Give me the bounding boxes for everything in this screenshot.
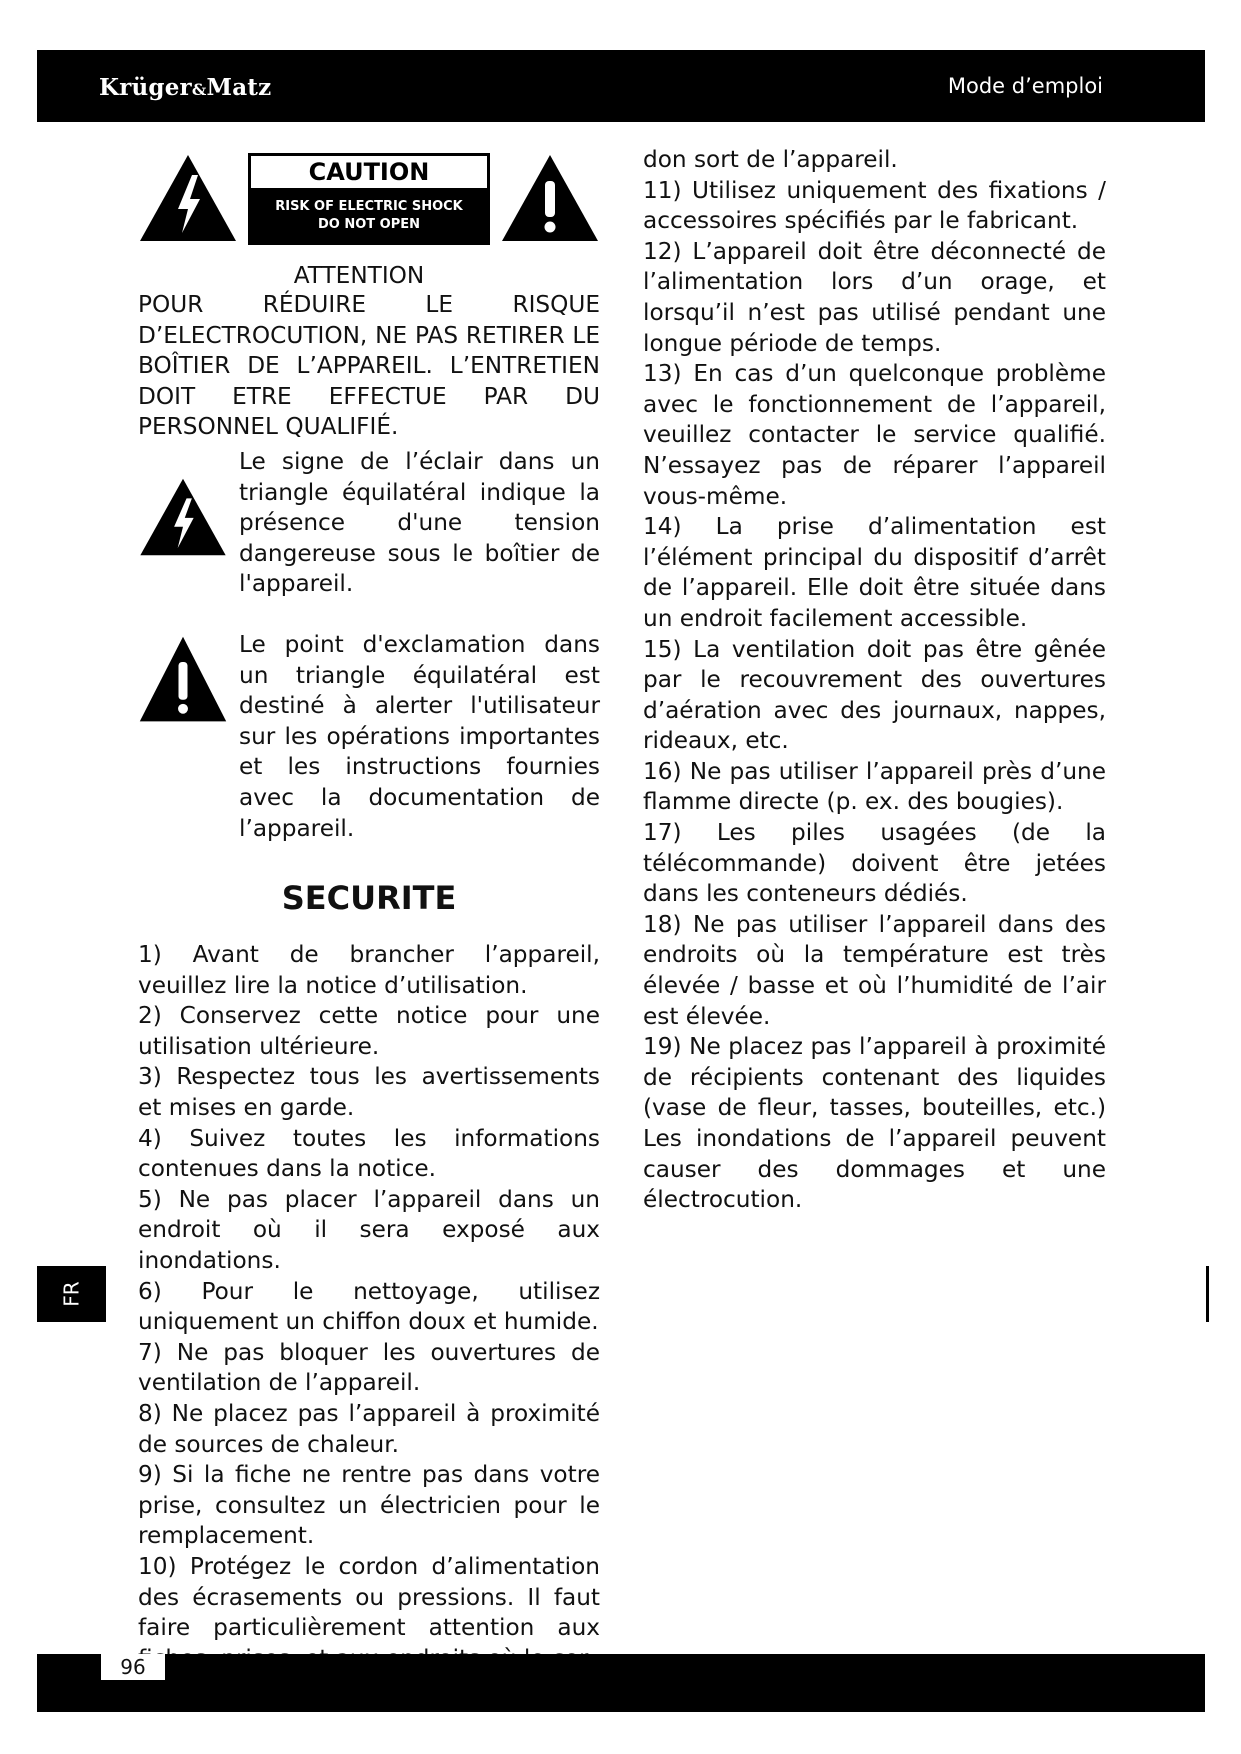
safety-item: 12) L’appareil doit être déconnecté de l’alimentation lors d’un orage, et lorsqu’il n’est pas utilisé pendant une longue période de temps. [643, 237, 1106, 357]
safety-item: 9) Si la fiche ne rentre pas dans votre prise, consultez un électricien pour le remplacement. [138, 1461, 600, 1550]
safety-item: 17) Les piles usagées (de la télécommande) doivent être jetées dans les conteneurs dédiés. [643, 819, 1106, 908]
attention-title: ATTENTION [293, 262, 425, 289]
margin-marker [1206, 1266, 1209, 1322]
safety-item: 14) La prise d’alimentation est l’élément principal du dispositif d’arrêt de l’appareil. Elle doit être située dans un endroit facilement accessible. [643, 513, 1106, 632]
caution-label: CAUTION RISK OF ELECTRIC SHOCK DO NOT OPEN [248, 153, 490, 245]
exclamation-warning-icon [500, 153, 600, 243]
safety-item: 1) Avant de brancher l’appareil, veuillez lire la notice d’utilisation. [138, 941, 600, 999]
safety-item: 7) Ne pas bloquer les ouvertures de ventilation de l’appareil. [138, 1338, 600, 1397]
safety-item: 15) La ventilation doit pas être gênée par le recouvrement des ouvertures d’aération avec des journaux, nappes, rideaux, etc. [643, 635, 1106, 755]
exclamation-symbol-explanation: Le point d'exclamation dans un triangle équilatéral est destiné à alerter l'utilisateur sur les opérations importantes et les instructions fournies avec la documentation de l’appareil. [138, 630, 600, 844]
lightning-warning-icon [138, 153, 238, 243]
section-title: Mode d’emploi [947, 74, 1103, 98]
safety-item: 5) Ne pas placer l’appareil dans un endroit où il sera exposé aux inondations. [138, 1185, 600, 1275]
exclamation-triangle-icon [138, 634, 228, 726]
safety-item: 3) Respectez tous les avertissements et mises en garde. [138, 1063, 600, 1122]
page-footer [37, 1654, 1205, 1712]
brand-logo: Krüger&Matz [99, 74, 272, 101]
page-header [37, 50, 1205, 122]
safety-item: 6) Pour le nettoyage, utilisez uniquement un chiffon doux et humide. [138, 1277, 600, 1336]
securite-heading: SECURITE [281, 879, 457, 918]
page-number: 96 [101, 1654, 165, 1680]
safety-item: 19) Ne placez pas l’appareil à proximité de récipients contenant des liquides (vase de fleur, tasses, bouteilles, etc.) Les inondations de l’appareil peuvent causer des dommages et une électrocution. [643, 1033, 1106, 1214]
safety-item: 18) Ne pas utiliser l’appareil dans des endroits où la température est très élevée / basse et où l’humidité de l’air est élevée. [643, 910, 1106, 1030]
lightning-triangle-icon [138, 477, 228, 557]
lightning-symbol-explanation: Le signe de l’éclair dans un triangle équilatéral indique la présence d'une tension dangereuse sous le boîtier de l'appareil. [138, 447, 600, 600]
right-column [643, 145, 1106, 1216]
left-column [138, 150, 600, 1674]
safety-item: 2) Conservez cette notice pour une utilisation ultérieure. [138, 1002, 600, 1060]
safety-item: 13) En cas d’un quelconque problème avec le fonctionnement de l’appareil, veuillez contacter le service qualifié. N’essayez pas de réparer l’appareil vous-même. [643, 360, 1106, 510]
language-tab: FR [37, 1266, 106, 1322]
safety-item: 10) Protégez le cordon d’alimentation des écrasements ou pressions. Il faut faire particulièrement attention aux [138, 1552, 600, 1642]
safety-item: 4) Suivez toutes les informations contenues dans la notice. [138, 1124, 600, 1183]
safety-item: 11) Utilisez uniquement des fixations / accessoires spécifiés par le fabricant. [643, 176, 1106, 235]
warning-labels [138, 150, 600, 250]
safety-item: don sort de l’appareil. [643, 146, 898, 173]
safety-item: 8) Ne placez pas l’appareil à proximité de sources de chaleur. [138, 1400, 600, 1458]
safety-item: 16) Ne pas utiliser l’appareil près d’une flamme directe (p. ex. des bougies). [643, 757, 1106, 816]
attention-text: POUR RÉDUIRE LE RISQUE D’ELECTROCUTION, NE PAS RETIRER LE BOÎTIER DE L’APPAREIL. L’ENTRETIEN DOIT ETRE EFFECTUE PAR DU PERSONNEL QUALIFIÉ. [138, 291, 600, 441]
